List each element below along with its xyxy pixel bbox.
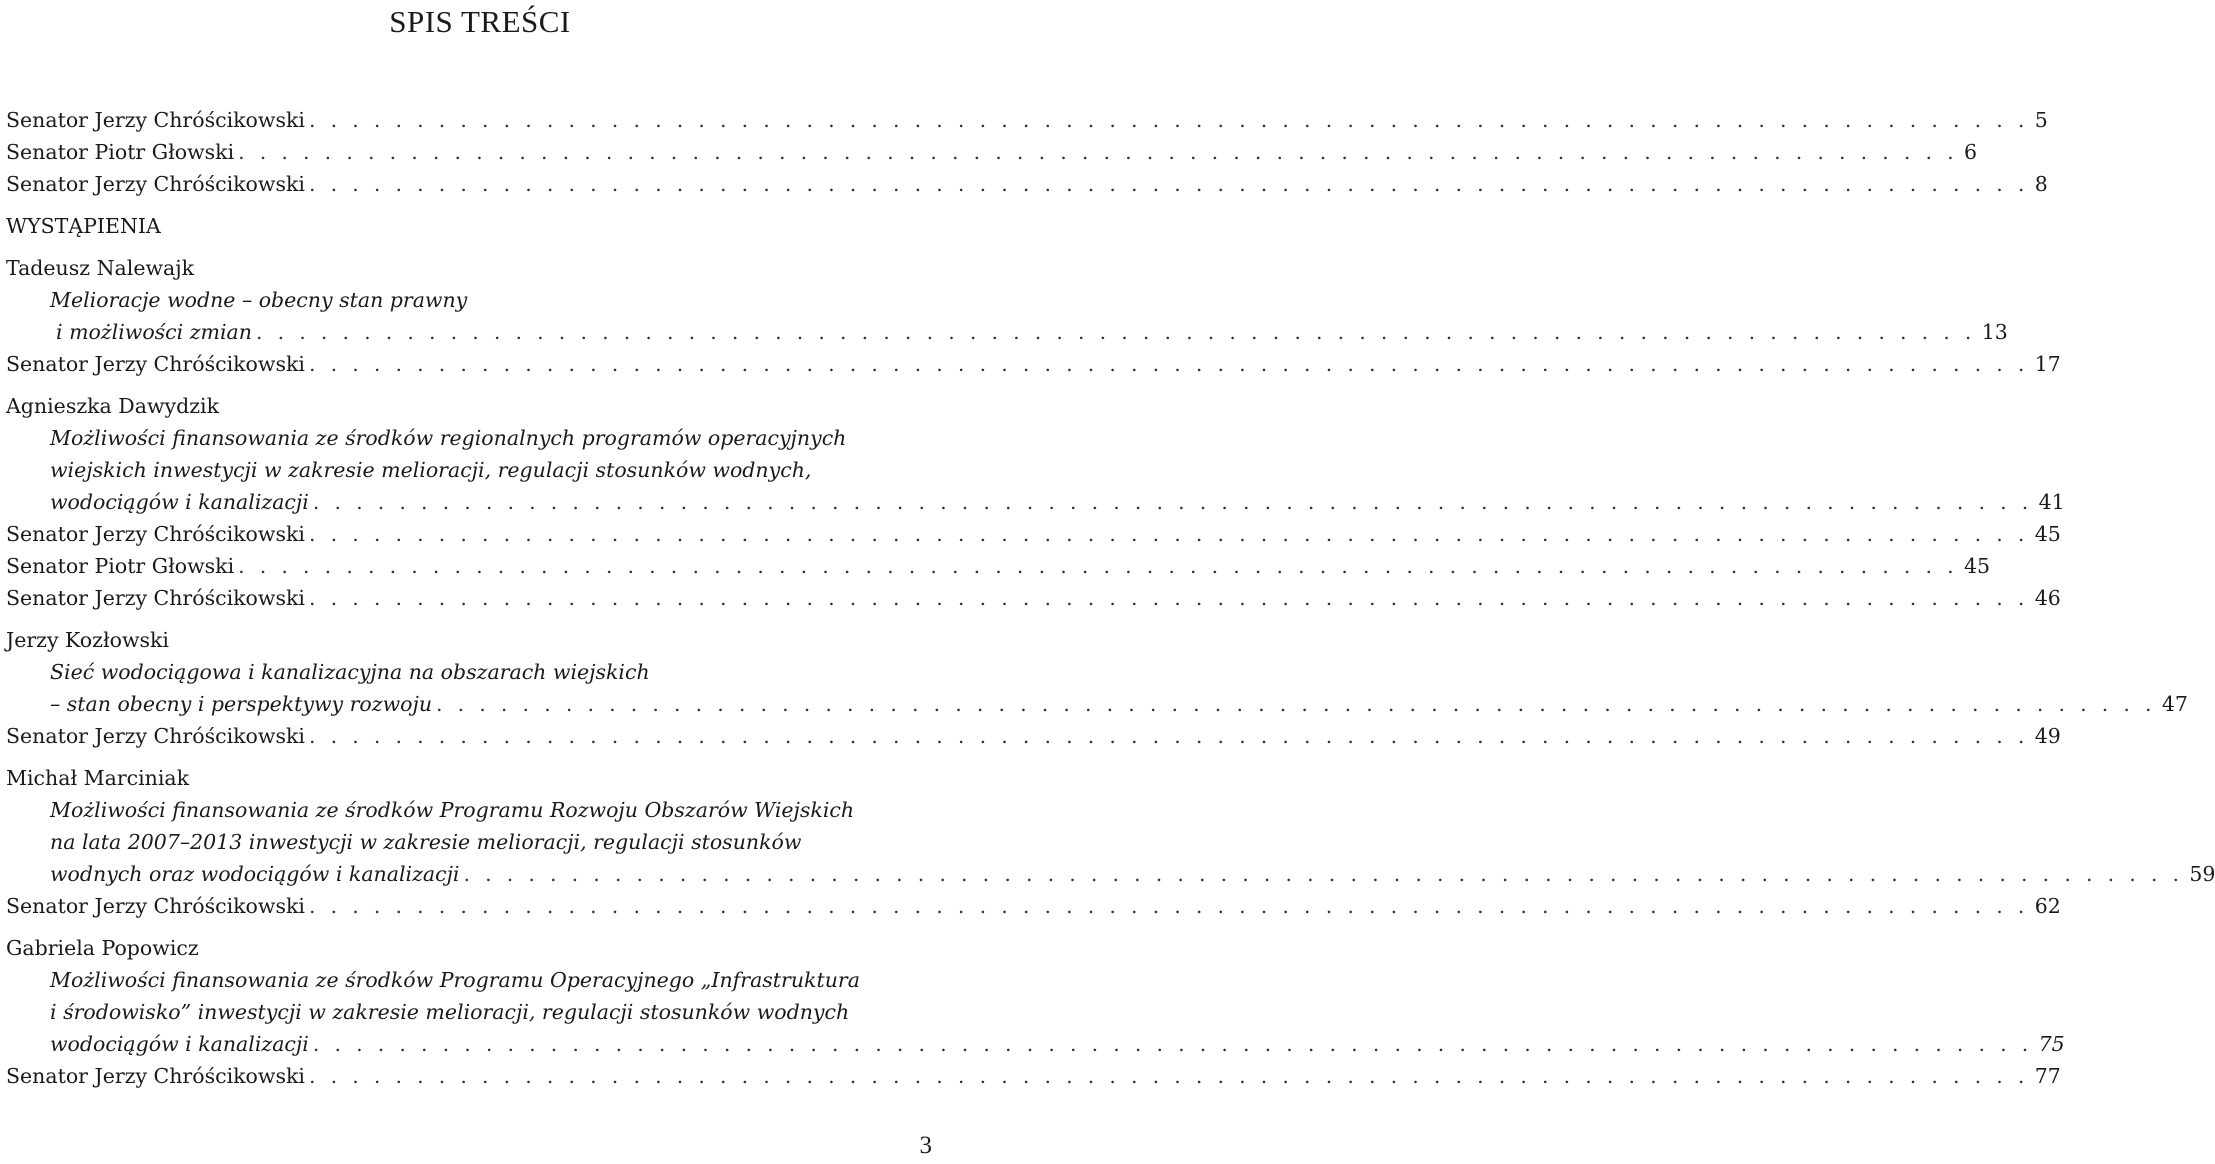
dot-leader: . . . . . . . . . . . . . . . . . . . . . . . . . . . . . . . . . . . . . . . . . . . . . . . . . . . . . . . . . . . . . . . . . . . . . . . . . . . . . . . . [308,522,2029,546]
dot-leader: . . . . . . . . . . . . . . . . . . . . . . . . . . . . . . . . . . . . . . . . . . . . . . . . . . . . . . . . . . . . . . . . . . . . . . . . . . . . . . . . [308,1064,2029,1088]
talk-title-entry[interactable] [6,316,2008,348]
talk-title-last-line: wodnych oraz wodociągów i kanalizacji [50,862,460,886]
dot-leader: . . . . . . . . . . . . . . . . . . . . . . . . . . . . . . . . . . . . . . . . . . . . . . . . . . . . . . . . . . . . . . . . . . . . . . . . . . . . . . . . [255,320,1976,344]
toc-entry-page: 45 [1963,554,1991,578]
toc-entry[interactable] [6,518,2061,550]
toc-entry-page: 41 [2038,490,2065,514]
speaker-name: Agnieszka Dawydzik [6,394,219,418]
talk-title-last-line: – stan obecny i perspektywy rozwoju [50,692,433,716]
toc-entry-label: Senator Jerzy Chróścikowski [6,1064,305,1088]
toc-entry-page: 47 [2161,692,2188,716]
toc-entry[interactable] [6,582,2061,614]
talk-title-entry[interactable] [6,858,2215,890]
toc-entry-page: 77 [2034,1064,2061,1088]
toc-entry-label: Senator Jerzy Chróścikowski [6,522,305,546]
toc-entry[interactable] [6,1060,2061,1092]
toc-entry-label: Senator Piotr Głowski [6,554,235,578]
toc-entry[interactable] [6,550,1991,582]
dot-leader: . . . . . . . . . . . . . . . . . . . . . . . . . . . . . . . . . . . . . . . . . . . . . . . . . . . . . . . . . . . . . . . . . . . . . . . . . . . . . . . . [312,1032,2033,1056]
dot-leader: . . . . . . . . . . . . . . . . . . . . . . . . . . . . . . . . . . . . . . . . . . . . . . . . . . . . . . . . . . . . . . . . . . . . . . . . . . . . . . . . [308,724,2029,748]
section-heading: WYSTĄPIENIA [6,214,161,238]
toc-entry[interactable] [6,168,2048,200]
talk-title-last-line: wodociągów i kanalizacji [50,1032,309,1056]
talk-title-entry[interactable] [6,688,2188,720]
toc-entry-page: 62 [2034,894,2061,918]
talk-title-line: Możliwości finansowania ze środków Programu Rozwoju Obszarów Wiejskich [50,798,855,822]
dot-leader: . . . . . . . . . . . . . . . . . . . . . . . . . . . . . . . . . . . . . . . . . . . . . . . . . . . . . . . . . . . . . . . . . . . . . . . . . . . . . . . . [308,894,2029,918]
toc-entry-page: 75 [2038,1032,2065,1056]
speaker-name: Michał Marciniak [6,766,190,790]
dot-leader: . . . . . . . . . . . . . . . . . . . . . . . . . . . . . . . . . . . . . . . . . . . . . . . . . . . . . . . . . . . . . . . . . . . . . . . . . . . . . . . . [308,586,2029,610]
toc-entry[interactable] [6,720,2061,752]
toc-entry-label: Senator Jerzy Chróścikowski [6,586,305,610]
toc-entry[interactable] [6,348,2061,380]
toc-entry-page: 5 [2034,108,2048,132]
talk-title-line: Możliwości finansowania ze środków regionalnych programów operacyjnych [50,426,847,450]
toc-entry-page: 45 [2034,522,2061,546]
dot-leader: . . . . . . . . . . . . . . . . . . . . . . . . . . . . . . . . . . . . . . . . . . . . . . . . . . . . . . . . . . . . . . . . . . . . . . . . . . . . . . . . [312,490,2033,514]
dot-leader: . . . . . . . . . . . . . . . . . . . . . . . . . . . . . . . . . . . . . . . . . . . . . . . . . . . . . . . . . . . . . . . . . . . . . . . . . . . . . . . . [308,172,2029,196]
toc-entry-label: Senator Jerzy Chróścikowski [6,108,305,132]
toc-entry-label: Senator Jerzy Chróścikowski [6,724,305,748]
speaker-name: Gabriela Popowicz [6,936,199,960]
page-title: SPIS TREŚCI [389,4,571,39]
dot-leader: . . . . . . . . . . . . . . . . . . . . . . . . . . . . . . . . . . . . . . . . . . . . . . . . . . . . . . . . . . . . . . . . . . . . . . . . . . . . . . . . [238,140,1958,164]
toc-entry-label: Senator Piotr Głowski [6,140,235,164]
toc-entry-page: 17 [2034,352,2061,376]
talk-title-entry[interactable] [6,1028,2065,1060]
toc-entry-page: 49 [2034,724,2061,748]
toc-entry-label: Senator Jerzy Chróścikowski [6,352,305,376]
talk-title-last-line: i możliwości zmian [56,320,252,344]
toc-entry-page: 8 [2034,172,2048,196]
dot-leader: . . . . . . . . . . . . . . . . . . . . . . . . . . . . . . . . . . . . . . . . . . . . . . . . . . . . . . . . . . . . . . . . . . . . . . . . . . . . . . . . [436,692,2156,716]
dot-leader: . . . . . . . . . . . . . . . . . . . . . . . . . . . . . . . . . . . . . . . . . . . . . . . . . . . . . . . . . . . . . . . . . . . . . . . . . . . . . . . . [308,108,2029,132]
table-of-contents [6,104,2215,1092]
talk-title-last-line: wodociągów i kanalizacji [50,490,309,514]
talk-title-line: Sieć wodociągowa i kanalizacyjna na obszarach wiejskich [50,660,650,684]
talk-title-line: Melioracje wodne – obecny stan prawny [50,288,468,312]
speaker-name: Jerzy Kozłowski [6,628,169,652]
talk-title-line: i środowisko” inwestycji w zakresie melioracji, regulacji stosunków wodnych [50,1000,850,1024]
page-number: 3 [919,1132,932,1159]
toc-entry-label: Senator Jerzy Chróścikowski [6,894,305,918]
toc-entry[interactable] [6,136,1978,168]
toc-entry-page: 59 [2189,862,2215,886]
talk-title-line: Możliwości finansowania ze środków Programu Operacyjnego „Infrastruktura [50,968,860,992]
toc-entry[interactable] [6,104,2048,136]
toc-entry-page: 13 [1981,320,2008,344]
speaker-name: Tadeusz Nalewajk [6,256,194,280]
toc-entry-page: 46 [2034,586,2061,610]
toc-entry-label: Senator Jerzy Chróścikowski [6,172,305,196]
toc-entry-page: 6 [1963,140,1978,164]
dot-leader: . . . . . . . . . . . . . . . . . . . . . . . . . . . . . . . . . . . . . . . . . . . . . . . . . . . . . . . . . . . . . . . . . . . . . . . . . . . . . . . . [238,554,1958,578]
talk-title-entry[interactable] [6,486,2065,518]
toc-entry[interactable] [6,890,2061,922]
dot-leader: . . . . . . . . . . . . . . . . . . . . . . . . . . . . . . . . . . . . . . . . . . . . . . . . . . . . . . . . . . . . . . . . . . . . . . . . . . . . . . . . [308,352,2029,376]
dot-leader: . . . . . . . . . . . . . . . . . . . . . . . . . . . . . . . . . . . . . . . . . . . . . . . . . . . . . . . . . . . . . . . . . . . . . . . . . . . . . . . . [463,862,2184,886]
talk-title-line: na lata 2007–2013 inwestycji w zakresie melioracji, regulacji stosunków [50,830,802,854]
talk-title-line: wiejskich inwestycji w zakresie melioracji, regulacji stosunków wodnych, [50,458,812,482]
